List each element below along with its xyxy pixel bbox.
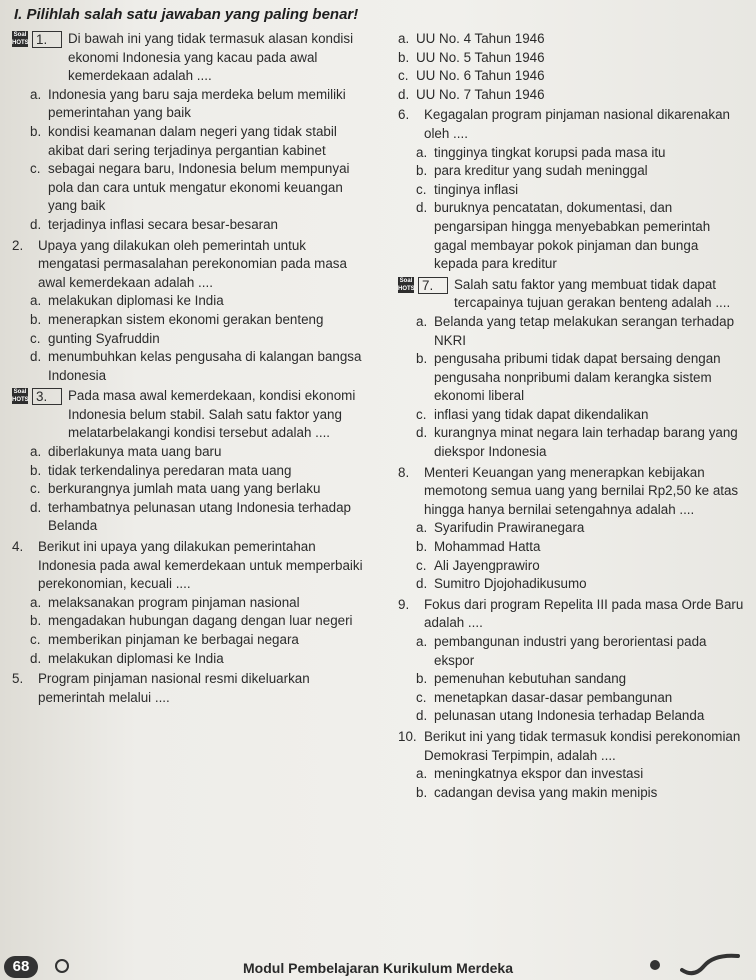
option-letter: c.: [416, 181, 427, 197]
question-text: Berikut ini upaya yang dilakukan pemerintahan Indonesia pada awal kemerdekaan untuk memperbaiki perekonomian, kecuali ....: [38, 539, 363, 592]
option-letter: b.: [30, 462, 42, 478]
page-number: 68: [4, 956, 38, 978]
answer-option: [398, 575, 744, 594]
answer-option: [398, 144, 744, 163]
answer-option: [12, 650, 364, 669]
section-heading: I. Pilihlah salah satu jawaban yang paling benar!: [14, 6, 359, 23]
option-text: tinginya inflasi: [434, 181, 519, 197]
option-text: pengusaha pribumi tidak dapat bersaing dengan pengusaha nonpribumi dalam kerangka sistem ekonomi liberal: [434, 351, 721, 404]
option-text: pelunasan utang Indonesia terhadap Belanda: [434, 708, 705, 724]
option-text: UU No. 7 Tahun 1946: [416, 86, 545, 102]
option-letter: d.: [416, 200, 428, 216]
option-letter: c.: [30, 632, 41, 647]
hots-badge-icon: Soal HOTS: [12, 389, 29, 404]
option-letter: a.: [30, 444, 42, 460]
option-text: gunting Syafruddin: [48, 330, 160, 346]
answer-option: [398, 557, 744, 576]
answer-option: [12, 594, 364, 613]
spacer: [12, 707, 364, 709]
question-number: 10.: [398, 728, 417, 744]
option-text: meningkatnya ekspor dan investasi: [434, 766, 644, 782]
option-text: sebagai negara baru, Indonesia belum mempunyai pola dan cara untuk mengatur ekonomi keuangan yang baik: [48, 161, 350, 214]
option-letter: a.: [416, 634, 428, 649]
option-text: UU No. 6 Tahun 1946: [416, 68, 545, 84]
question-text: Pada masa awal kemerdekaan, kondisi ekonomi Indonesia belum stabil. Salah satu faktor yang melatarbelakangi kondisi tersebut adalah ....: [68, 388, 356, 441]
option-text: tingginya tingkat korupsi pada masa itu: [434, 144, 666, 160]
answer-option: [398, 313, 744, 350]
option-letter: a.: [416, 520, 428, 536]
answer-option: [398, 689, 744, 708]
answer-option: [398, 765, 744, 784]
option-text: Syarifudin Prawiranegara: [434, 520, 585, 536]
question-text: Di bawah ini yang tidak termasuk alasan kondisi ekonomi Indonesia yang kacau pada awal kemerdekaan adalah ....: [68, 31, 354, 84]
option-letter: b.: [416, 351, 428, 367]
answer-option: [398, 538, 744, 557]
option-text: diberlakunya mata uang baru: [48, 444, 222, 460]
option-text: menetapkan dasar-dasar pembangunan: [434, 689, 673, 705]
option-letter: b.: [416, 163, 428, 179]
question-number: 5.: [12, 671, 24, 687]
question-text: Berikut ini yang tidak termasuk kondisi perekonomian Demokrasi Terpimpin, adalah ....: [424, 728, 741, 763]
option-text: para kreditur yang sudah meninggal: [434, 163, 648, 179]
question-number: 1.: [32, 31, 62, 48]
option-letter: d.: [416, 576, 428, 592]
answer-option: [398, 707, 744, 726]
question-text: Salah satu faktor yang membuat tidak dapat tercapainya tujuan gerakan benteng adalah ....: [454, 276, 731, 311]
option-text: Belanda yang tetap melakukan serangan terhadap NKRI: [434, 313, 735, 348]
option-letter: d.: [416, 708, 428, 724]
option-text: Indonesia yang baru saja merdeka belum memiliki pemerintahan yang baik: [48, 86, 346, 121]
answer-option: [398, 350, 744, 406]
option-letter: a.: [398, 31, 410, 46]
answer-option: [12, 631, 364, 650]
answer-option-q5: [398, 67, 744, 86]
left-column: [12, 30, 364, 709]
question-4: [12, 538, 364, 594]
option-letter: d.: [30, 650, 42, 666]
option-letter: a.: [416, 766, 428, 782]
question-2: [12, 237, 364, 293]
option-letter: b.: [30, 311, 42, 327]
option-letter: d.: [30, 216, 42, 232]
question-text: Program pinjaman nasional resmi dikeluarkan pemerintah melalui ....: [38, 671, 310, 705]
option-text: melaksanakan program pinjaman nasional: [48, 594, 300, 610]
answer-option: [398, 181, 744, 200]
answer-option: [12, 86, 364, 123]
answer-option: [12, 330, 364, 349]
option-text: memberikan pinjaman ke berbagai negara: [48, 632, 299, 647]
option-letter: d.: [30, 499, 42, 515]
question-number: 3.: [32, 388, 62, 405]
question-text: Menteri Keuangan yang menerapkan kebijakan memotong semua uang yang bernilai Rp2,50 ke atas hingga hanya bernilai setengahnya adalah ....: [424, 464, 739, 517]
answer-option: [12, 292, 364, 311]
answer-option: [12, 443, 364, 462]
option-letter: a.: [30, 293, 42, 309]
answer-option: [12, 462, 364, 481]
option-letter: b.: [398, 49, 410, 65]
question-1: [12, 30, 364, 86]
question-5: [12, 670, 364, 707]
option-letter: d.: [416, 425, 428, 441]
hots-badge-icon: Soal HOTS: [12, 32, 29, 46]
swoosh-icon: [680, 952, 740, 978]
question-text: Kegagalan program pinjaman nasional dikarenakan oleh ....: [424, 107, 730, 141]
answer-option: [398, 424, 744, 461]
option-letter: a.: [30, 86, 42, 102]
option-text: kondisi keamanan dalam negeri yang tidak stabil akibat dari sering terjadinya pergantian kabinet: [48, 123, 337, 158]
answer-option: [398, 670, 744, 689]
answer-option: [12, 348, 364, 385]
answer-option: [398, 519, 744, 538]
option-letter: b.: [416, 539, 428, 555]
option-text: pemenuhan kebutuhan sandang: [434, 671, 627, 687]
spacer: [398, 802, 744, 804]
option-text: kurangnya minat negara lain terhadap barang yang diekspor Indonesia: [434, 425, 738, 460]
option-letter: b.: [30, 123, 42, 139]
answer-option: [12, 499, 364, 536]
option-text: terhambatnya pelunasan utang Indonesia terhadap Belanda: [48, 499, 352, 534]
answer-option: [398, 406, 744, 425]
option-letter: c.: [416, 557, 427, 573]
option-text: Ali Jayengprawiro: [434, 557, 540, 573]
option-text: UU No. 4 Tahun 1946: [416, 31, 545, 46]
footer: [0, 950, 756, 980]
hots-badge-icon: Soal HOTS: [398, 277, 415, 292]
option-letter: b.: [30, 613, 42, 629]
question-number: 2.: [12, 237, 24, 253]
option-letter: d.: [30, 349, 42, 365]
answer-option-q5: [398, 86, 744, 105]
option-text: menumbuhkan kelas pengusaha di kalangan bangsa Indonesia: [48, 349, 362, 383]
answer-option: [398, 784, 744, 803]
answer-option: [398, 162, 744, 181]
answer-option: [398, 199, 744, 273]
option-text: melakukan diplomasi ke India: [48, 293, 224, 309]
option-letter: b.: [416, 671, 428, 687]
option-text: tidak terkendalinya peredaran mata uang: [48, 462, 292, 478]
option-letter: c.: [416, 406, 427, 422]
option-text: inflasi yang tidak dapat dikendalikan: [434, 406, 649, 422]
answer-option: [12, 160, 364, 216]
option-letter: c.: [30, 330, 41, 346]
option-text: Sumitro Djojohadikusumo: [434, 576, 587, 592]
dot-icon: [650, 960, 660, 970]
question-number: 7.: [418, 277, 448, 294]
option-text: Mohammad Hatta: [434, 539, 541, 555]
question-10: [398, 728, 744, 765]
option-letter: c.: [30, 161, 41, 177]
option-letter: a.: [30, 594, 42, 610]
question-9: [398, 596, 744, 633]
option-letter: a.: [416, 144, 428, 160]
option-text: menerapkan sistem ekonomi gerakan benteng: [48, 311, 324, 327]
question-8: [398, 464, 744, 520]
option-letter: d.: [398, 86, 410, 102]
answer-option: [12, 216, 364, 235]
answer-option: [12, 612, 364, 631]
footer-title: Modul Pembelajaran Kurikulum Merdeka: [243, 960, 513, 976]
question-3: [12, 387, 364, 443]
answer-option: [12, 480, 364, 499]
option-letter: c.: [416, 689, 427, 705]
option-letter: c.: [30, 481, 41, 497]
answer-option-q5: [398, 30, 744, 49]
answer-option: [12, 123, 364, 160]
option-letter: c.: [398, 68, 409, 84]
question-text: Fokus dari program Repelita III pada masa Orde Baru adalah ....: [424, 596, 744, 631]
option-text: terjadinya inflasi secara besar-besaran: [48, 216, 278, 232]
answer-option: [12, 311, 364, 330]
answer-option-q5: [398, 49, 744, 68]
question-number: 9.: [398, 596, 410, 612]
option-text: UU No. 5 Tahun 1946: [416, 49, 545, 65]
option-text: berkurangnya jumlah mata uang yang berlaku: [48, 481, 321, 497]
question-7: [398, 276, 744, 313]
option-text: melakukan diplomasi ke India: [48, 650, 224, 666]
question-number: 4.: [12, 539, 24, 555]
question-text: Upaya yang dilakukan oleh pemerintah untuk mengatasi permasalahan perekonomian pada masa awal kemerdekaan adalah ....: [38, 237, 347, 290]
option-text: pembangunan industri yang berorientasi pada ekspor: [434, 634, 707, 668]
option-text: mengadakan hubungan dagang dengan luar negeri: [48, 613, 353, 629]
question-number: 8.: [398, 464, 410, 480]
right-column: [398, 30, 744, 804]
question-6: [398, 106, 744, 143]
option-letter: b.: [416, 784, 428, 800]
answer-option: [398, 633, 744, 670]
option-text: cadangan devisa yang makin menipis: [434, 784, 658, 800]
option-letter: a.: [416, 313, 428, 329]
question-number: 6.: [398, 107, 410, 123]
option-text: buruknya pencatatan, dokumentasi, dan pengarsipan hingga menyebabkan pemerintah gagal membayar pokok pinjaman dan bunga kepada para kreditur: [434, 200, 711, 272]
